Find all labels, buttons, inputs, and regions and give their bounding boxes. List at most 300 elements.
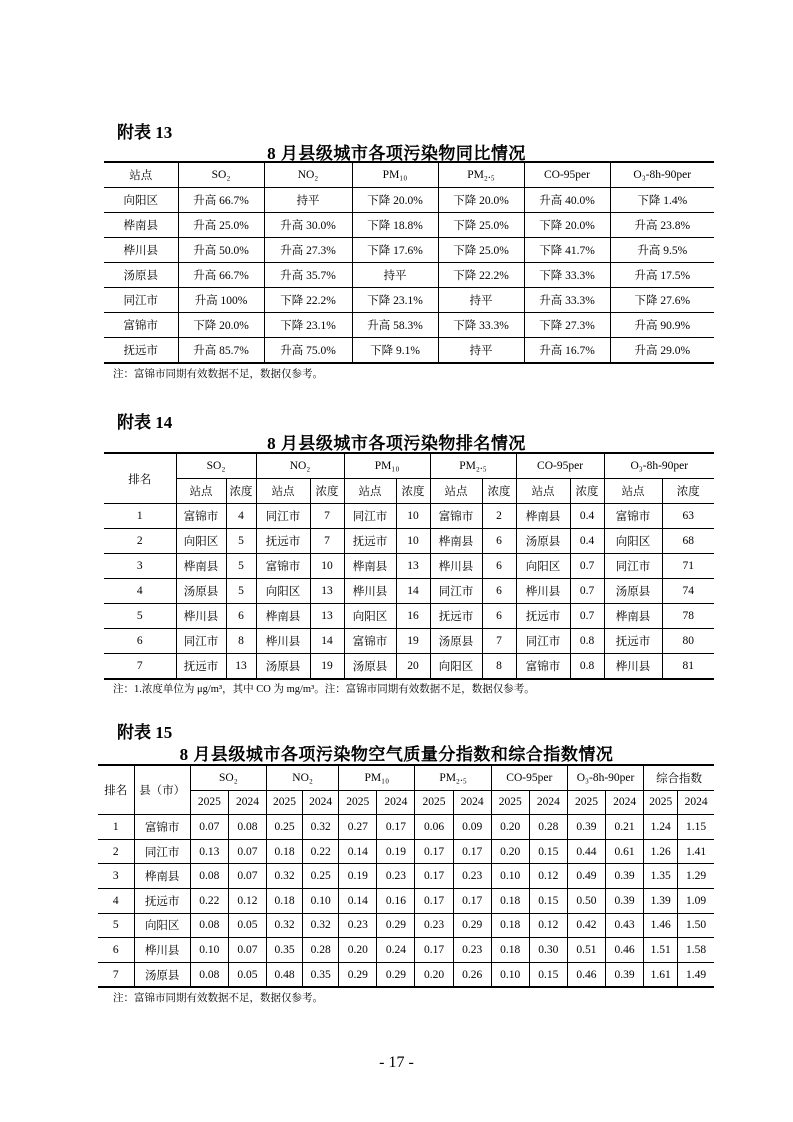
table-cell: 桦川县: [516, 579, 570, 604]
pollutant-header: 综合指数: [644, 765, 714, 790]
table-row: [104, 238, 714, 263]
table-cell: 持平: [438, 338, 524, 364]
table-cell: 升高 35.7%: [264, 263, 352, 288]
table-cell: 0.07: [228, 938, 266, 963]
table-cell: 同江市: [516, 629, 570, 654]
table-row: [104, 263, 714, 288]
header-row: [104, 453, 714, 479]
table-cell: 0.7: [570, 554, 604, 579]
table-cell: 富锦市: [430, 504, 482, 529]
table-cell: 0.16: [377, 888, 415, 913]
table-cell: 0.07: [228, 864, 266, 889]
year-header: 2025: [190, 790, 228, 815]
table-row: [98, 962, 714, 987]
table-cell: 桦川县: [604, 654, 662, 680]
table-cell: 升高 17.5%: [610, 263, 714, 288]
table-cell: 19: [396, 629, 430, 654]
header-row: [104, 162, 714, 188]
table-cell: 0.42: [567, 913, 605, 938]
pollutant-header: PM₁₀: [339, 765, 415, 790]
table-cell: 0.24: [377, 938, 415, 963]
table-cell: 0.22: [190, 888, 228, 913]
table-cell: 向阳区: [430, 654, 482, 680]
pollutant-header: SO₂: [190, 765, 266, 790]
table-cell: 0.32: [303, 815, 339, 840]
year-header: 2025: [267, 790, 303, 815]
table-cell: 下降 20.0%: [178, 313, 264, 338]
table-cell: 0.07: [228, 839, 266, 864]
table-cell: 1: [104, 504, 176, 529]
table-cell: 4: [104, 579, 176, 604]
table-cell: 桦川县: [430, 554, 482, 579]
column-header: NO₂: [264, 162, 352, 188]
table-cell: 5: [226, 529, 256, 554]
table-cell: 0.14: [339, 888, 377, 913]
table-cell: 0.28: [303, 938, 339, 963]
table-cell: 1.09: [678, 888, 714, 913]
table-cell: 0.17: [453, 888, 491, 913]
table-cell: 0.20: [491, 839, 529, 864]
table-cell: 抚远市: [176, 654, 226, 680]
table-cell: 下降 20.0%: [524, 213, 610, 238]
table-row: [98, 938, 714, 963]
table-cell: 78: [662, 604, 714, 629]
table-cell: 汤原县: [344, 654, 396, 680]
table-cell: 1.41: [678, 839, 714, 864]
table-cell: 0.17: [415, 864, 453, 889]
table-cell: 0.8: [570, 629, 604, 654]
table-cell: 2: [482, 504, 516, 529]
table-cell: 0.29: [339, 962, 377, 987]
table-14-title: 8 月县级城市各项污染物排名情况: [267, 434, 526, 453]
table-15-note: 注：富锦市同期有效数据不足，数据仅参考。: [113, 993, 323, 1004]
sub-header: 站点: [516, 479, 570, 504]
table-cell: 富锦市: [256, 554, 310, 579]
table-cell: 升高 58.3%: [352, 313, 438, 338]
table-cell: 升高 85.7%: [178, 338, 264, 364]
table-cell: 0.48: [267, 962, 303, 987]
table-cell: 0.05: [228, 962, 266, 987]
table-row: [104, 213, 714, 238]
table-cell: 下降 25.0%: [438, 238, 524, 263]
table-cell: 6: [482, 604, 516, 629]
table-cell: 0.50: [567, 888, 605, 913]
table-cell: 63: [662, 504, 714, 529]
table-cell: 0.23: [339, 913, 377, 938]
table-cell: 同江市: [256, 504, 310, 529]
table-cell: 6: [98, 938, 134, 963]
year-header: 2025: [644, 790, 678, 815]
table-cell: 0.39: [606, 864, 644, 889]
table-cell: 升高 23.8%: [610, 213, 714, 238]
table-cell: 0.25: [303, 864, 339, 889]
table-cell: 13: [396, 554, 430, 579]
table-cell: 0.08: [190, 864, 228, 889]
table-cell: 0.20: [415, 962, 453, 987]
table-cell: 0.29: [377, 962, 415, 987]
table-cell: 7: [98, 962, 134, 987]
table-cell: 下降 17.6%: [352, 238, 438, 263]
table-cell: 5: [104, 604, 176, 629]
year-header: 2024: [453, 790, 491, 815]
table-cell: 0.46: [567, 962, 605, 987]
table-cell: 5: [98, 913, 134, 938]
table-cell: 升高 66.7%: [178, 188, 264, 213]
table-cell: 0.23: [453, 864, 491, 889]
table-14: [104, 452, 714, 680]
table-cell: 0.10: [303, 888, 339, 913]
table-cell: 0.17: [415, 938, 453, 963]
table-15-body: [98, 765, 714, 987]
table-cell: 0.10: [190, 938, 228, 963]
table-cell: 0.07: [190, 815, 228, 840]
table-cell: 汤原县: [516, 529, 570, 554]
table-cell: 0.4: [570, 504, 604, 529]
county-header: 县（市）: [134, 765, 190, 815]
rank-header: 排名: [98, 765, 134, 815]
table-cell: 升高 33.3%: [524, 288, 610, 313]
table-cell: 桦南县: [134, 864, 190, 889]
table-cell: 0.12: [529, 913, 567, 938]
pollutant-header: O₃-8h-90per: [567, 765, 643, 790]
table-cell: 下降 18.8%: [352, 213, 438, 238]
table-cell: 抚远市: [516, 604, 570, 629]
year-header: 2025: [415, 790, 453, 815]
table-row: [104, 604, 714, 629]
table-cell: 0.4: [570, 529, 604, 554]
table-row: [98, 815, 714, 840]
table-row: [98, 913, 714, 938]
table-row: [104, 654, 714, 680]
table-cell: 抚远市: [430, 604, 482, 629]
table-cell: 同江市: [344, 504, 396, 529]
table-cell: 桦南县: [344, 554, 396, 579]
year-header-row: [98, 790, 714, 815]
table-cell: 0.7: [570, 579, 604, 604]
table-cell: 4: [226, 504, 256, 529]
table-cell: 向阳区: [176, 529, 226, 554]
table-cell: 抚远市: [134, 888, 190, 913]
table-13-note: 注：富锦市同期有效数据不足，数据仅参考。: [113, 369, 323, 380]
table-cell: 8: [226, 629, 256, 654]
table-cell: 持平: [352, 263, 438, 288]
sub-header: 站点: [344, 479, 396, 504]
table-cell: 13: [310, 579, 344, 604]
table-cell: 同江市: [176, 629, 226, 654]
sub-header: 浓度: [482, 479, 516, 504]
table-row: [104, 554, 714, 579]
table-cell: 升高 50.0%: [178, 238, 264, 263]
table-cell: 0.30: [529, 938, 567, 963]
column-header: 站点: [104, 162, 178, 188]
table-cell: 向阳区: [516, 554, 570, 579]
table-cell: 0.17: [377, 815, 415, 840]
table-cell: 0.10: [491, 864, 529, 889]
table-cell: 富锦市: [176, 504, 226, 529]
table-cell: 0.20: [339, 938, 377, 963]
table-cell: 7: [104, 654, 176, 680]
table-cell: 升高 9.5%: [610, 238, 714, 263]
table-cell: 4: [98, 888, 134, 913]
table-cell: 10: [396, 504, 430, 529]
table-cell: 1.26: [644, 839, 678, 864]
sub-header: 站点: [256, 479, 310, 504]
table-cell: 71: [662, 554, 714, 579]
table-cell: 升高 30.0%: [264, 213, 352, 238]
table-cell: 1.49: [678, 962, 714, 987]
table-cell: 向阳区: [256, 579, 310, 604]
table-cell: 富锦市: [604, 504, 662, 529]
table-cell: 桦南县: [430, 529, 482, 554]
table-cell: 桦川县: [134, 938, 190, 963]
table-cell: 1.50: [678, 913, 714, 938]
table-cell: 0.23: [415, 913, 453, 938]
year-header: 2025: [339, 790, 377, 815]
table-cell: 升高 25.0%: [178, 213, 264, 238]
table-cell: 0.32: [303, 913, 339, 938]
table-cell: 1.35: [644, 864, 678, 889]
table-cell: 桦川县: [344, 579, 396, 604]
table-cell: 8: [482, 654, 516, 680]
table-cell: 0.29: [377, 913, 415, 938]
table-cell: 0.39: [567, 815, 605, 840]
table-cell: 1.58: [678, 938, 714, 963]
table-cell: 汤原县: [176, 579, 226, 604]
table-cell: 1.61: [644, 962, 678, 987]
table-cell: 0.44: [567, 839, 605, 864]
table-cell: 向阳区: [604, 529, 662, 554]
table-cell: 汤原县: [104, 263, 178, 288]
table-cell: 抚远市: [104, 338, 178, 364]
table-cell: 富锦市: [516, 654, 570, 680]
table-cell: 0.8: [570, 654, 604, 680]
table-cell: 0.15: [529, 962, 567, 987]
table-15: [98, 764, 714, 988]
table-cell: 6: [104, 629, 176, 654]
column-header: PM₁₀: [352, 162, 438, 188]
column-header: CO-95per: [524, 162, 610, 188]
year-header: 2025: [567, 790, 605, 815]
table-cell: 0.13: [190, 839, 228, 864]
table-cell: 升高 27.3%: [264, 238, 352, 263]
column-header: PM₂.₅: [438, 162, 524, 188]
sub-header: 浓度: [570, 479, 604, 504]
table-cell: 0.18: [491, 913, 529, 938]
table-cell: 抚远市: [344, 529, 396, 554]
table-cell: 0.19: [339, 864, 377, 889]
table-cell: 7: [310, 529, 344, 554]
page-number: - 17 -: [379, 1054, 414, 1071]
year-header: 2025: [491, 790, 529, 815]
table-cell: 汤原县: [430, 629, 482, 654]
table-cell: 0.23: [453, 938, 491, 963]
table-cell: 升高 90.9%: [610, 313, 714, 338]
table-row: [104, 288, 714, 313]
table-cell: 6: [482, 529, 516, 554]
table-cell: 0.28: [529, 815, 567, 840]
table-cell: 14: [396, 579, 430, 604]
table-cell: 向阳区: [344, 604, 396, 629]
pollutant-header: NO₂: [256, 453, 344, 479]
pollutant-header: CO-95per: [516, 453, 604, 479]
table-cell: 19: [310, 654, 344, 680]
table-cell: 桦南县: [516, 504, 570, 529]
table-13: [104, 161, 714, 364]
table-cell: 0.27: [339, 815, 377, 840]
table-cell: 桦南县: [176, 554, 226, 579]
year-header: 2024: [303, 790, 339, 815]
sub-header: 站点: [176, 479, 226, 504]
table-cell: 0.18: [491, 938, 529, 963]
table-cell: 14: [310, 629, 344, 654]
table-cell: 0.09: [453, 815, 491, 840]
table-cell: 0.35: [303, 962, 339, 987]
table-cell: 3: [104, 554, 176, 579]
table-cell: 20: [396, 654, 430, 680]
table-cell: 1.15: [678, 815, 714, 840]
year-header: 2024: [529, 790, 567, 815]
table-row: [104, 338, 714, 364]
table-cell: 0.14: [339, 839, 377, 864]
table-cell: 0.23: [377, 864, 415, 889]
table-15-label: 附表 15: [117, 723, 173, 742]
table-cell: 1.24: [644, 815, 678, 840]
rank-header: 排名: [104, 453, 176, 504]
table-cell: 下降 33.3%: [438, 313, 524, 338]
pollutant-header: NO₂: [267, 765, 339, 790]
table-cell: 3: [98, 864, 134, 889]
table-cell: 0.15: [529, 888, 567, 913]
table-cell: 0.49: [567, 864, 605, 889]
table-cell: 下降 22.2%: [438, 263, 524, 288]
sub-header: 浓度: [310, 479, 344, 504]
table-cell: 下降 23.1%: [352, 288, 438, 313]
table-cell: 下降 9.1%: [352, 338, 438, 364]
table-cell: 0.26: [453, 962, 491, 987]
table-cell: 持平: [438, 288, 524, 313]
year-header: 2024: [606, 790, 644, 815]
table-cell: 0.25: [267, 815, 303, 840]
table-cell: 10: [396, 529, 430, 554]
table-cell: 81: [662, 654, 714, 680]
table-row: [98, 864, 714, 889]
table-cell: 0.08: [190, 913, 228, 938]
table-14-body: [104, 453, 714, 679]
table-cell: 1: [98, 815, 134, 840]
table-cell: 6: [482, 579, 516, 604]
table-cell: 汤原县: [134, 962, 190, 987]
table-cell: 2: [98, 839, 134, 864]
table-cell: 0.10: [491, 962, 529, 987]
table-cell: 0.20: [491, 815, 529, 840]
table-cell: 向阳区: [104, 188, 178, 213]
table-cell: 升高 100%: [178, 288, 264, 313]
table-cell: 桦川县: [104, 238, 178, 263]
table-cell: 桦川县: [256, 629, 310, 654]
table-cell: 0.08: [190, 962, 228, 987]
table-cell: 0.17: [415, 839, 453, 864]
table-cell: 升高 16.7%: [524, 338, 610, 364]
table-cell: 升高 75.0%: [264, 338, 352, 364]
table-cell: 0.43: [606, 913, 644, 938]
table-cell: 下降 41.7%: [524, 238, 610, 263]
table-cell: 升高 40.0%: [524, 188, 610, 213]
table-cell: 0.39: [606, 962, 644, 987]
table-cell: 0.06: [415, 815, 453, 840]
table-cell: 0.15: [529, 839, 567, 864]
table-cell: 下降 33.3%: [524, 263, 610, 288]
table-cell: 0.22: [303, 839, 339, 864]
table-row: [104, 579, 714, 604]
table-cell: 抚远市: [256, 529, 310, 554]
sub-header: 站点: [604, 479, 662, 504]
year-header: 2024: [678, 790, 714, 815]
table-cell: 桦南县: [604, 604, 662, 629]
pollutant-header: CO-95per: [491, 765, 567, 790]
table-cell: 1.46: [644, 913, 678, 938]
table-row: [104, 313, 714, 338]
table-cell: 0.61: [606, 839, 644, 864]
table-cell: 80: [662, 629, 714, 654]
sub-header-row: [104, 479, 714, 504]
table-cell: 0.17: [415, 888, 453, 913]
table-15-title: 8 月县级城市各项污染物空气质量分指数和综合指数情况: [179, 745, 614, 764]
sub-header: 站点: [430, 479, 482, 504]
table-cell: 5: [226, 554, 256, 579]
table-cell: 0.35: [267, 938, 303, 963]
column-header: O₃-8h-90per: [610, 162, 714, 188]
table-cell: 下降 1.4%: [610, 188, 714, 213]
table-14-note: 注：1.浓度单位为 μg/m³，其中 CO 为 mg/m³。注：富锦市同期有效数据不足，数据仅参考。: [113, 684, 535, 695]
table-cell: 同江市: [104, 288, 178, 313]
column-header: SO₂: [178, 162, 264, 188]
table-cell: 桦南县: [256, 604, 310, 629]
table-cell: 同江市: [430, 579, 482, 604]
table-cell: 0.18: [491, 888, 529, 913]
table-cell: 0.05: [228, 913, 266, 938]
sub-header: 浓度: [396, 479, 430, 504]
table-cell: 1.39: [644, 888, 678, 913]
table-cell: 下降 25.0%: [438, 213, 524, 238]
table-cell: 下降 27.6%: [610, 288, 714, 313]
sub-header: 浓度: [226, 479, 256, 504]
table-cell: 下降 20.0%: [352, 188, 438, 213]
table-cell: 0.17: [453, 839, 491, 864]
table-13-label: 附表 13: [117, 123, 173, 142]
table-cell: 0.29: [453, 913, 491, 938]
table-cell: 桦南县: [104, 213, 178, 238]
table-cell: 0.19: [377, 839, 415, 864]
table-cell: 13: [310, 604, 344, 629]
table-14-label: 附表 14: [117, 413, 173, 432]
table-row: [104, 504, 714, 529]
table-cell: 68: [662, 529, 714, 554]
table-cell: 13: [226, 654, 256, 680]
header-row: [98, 765, 714, 790]
table-cell: 6: [482, 554, 516, 579]
table-cell: 下降 22.2%: [264, 288, 352, 313]
table-cell: 6: [226, 604, 256, 629]
table-cell: 0.12: [529, 864, 567, 889]
table-cell: 2: [104, 529, 176, 554]
year-header: 2024: [377, 790, 415, 815]
table-cell: 下降 27.3%: [524, 313, 610, 338]
table-cell: 10: [310, 554, 344, 579]
table-cell: 0.32: [267, 864, 303, 889]
table-13-title: 8 月县级城市各项污染物同比情况: [267, 144, 526, 163]
table-cell: 0.46: [606, 938, 644, 963]
table-cell: 0.18: [267, 888, 303, 913]
